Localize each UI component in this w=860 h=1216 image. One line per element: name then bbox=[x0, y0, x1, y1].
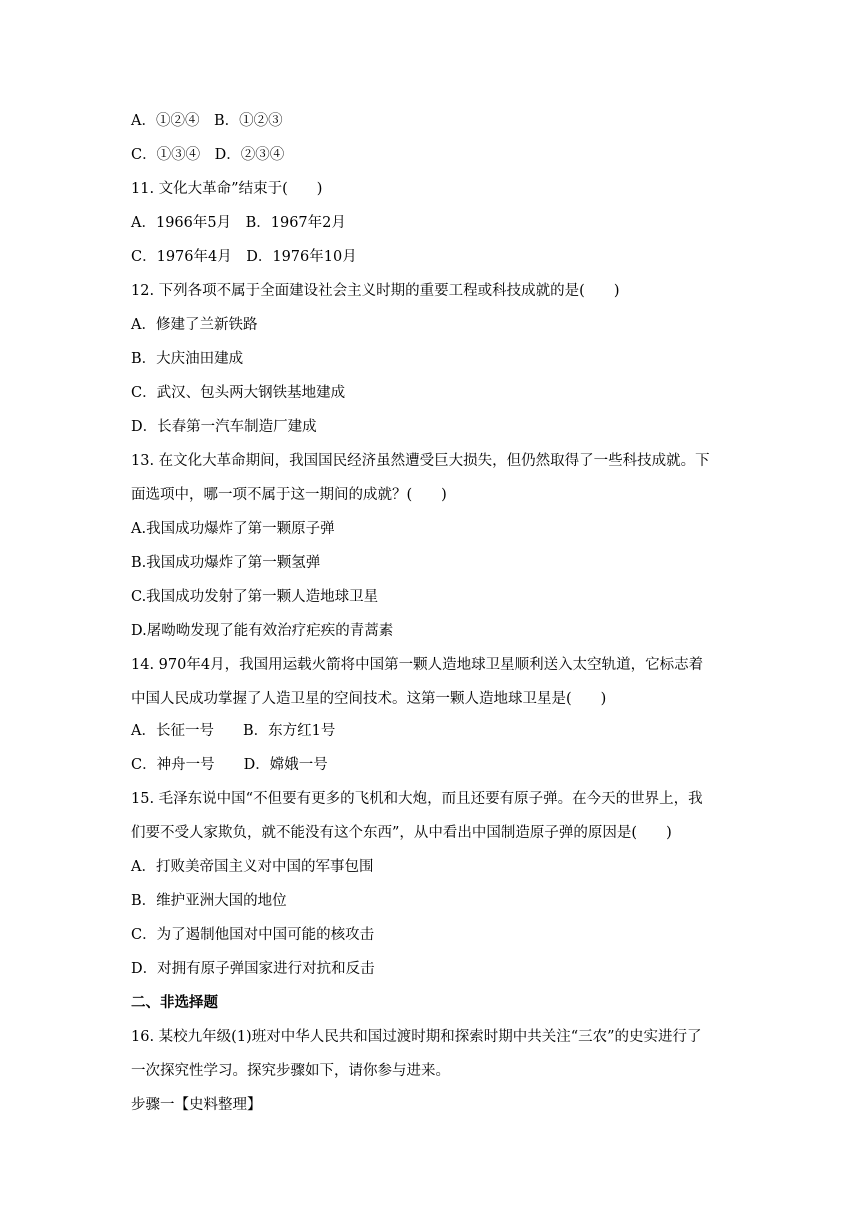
q13-question-line1: 13. 在文化大革命期间，我国国民经济虽然遭受巨大损失，但仍然取得了一些科技成就。下 bbox=[131, 453, 710, 469]
q12-option-a: A．修建了兰新铁路 bbox=[131, 317, 258, 333]
q11-question: 11. 文化大革命”结束于( ) bbox=[131, 181, 323, 197]
q10-options-ab: A．①②④ B．①②③ bbox=[131, 113, 283, 129]
q11-options-ab: A．1966年5月 B．1967年2月 bbox=[131, 215, 346, 231]
q10-options-cd: C．①③④ D．②③④ bbox=[131, 147, 285, 163]
q15-option-c: C．为了遏制他国对中国可能的核攻击 bbox=[131, 927, 375, 943]
q11-options-cd: C．1976年4月 D．1976年10月 bbox=[131, 249, 357, 265]
q12-option-b: B．大庆油田建成 bbox=[131, 351, 244, 367]
q15-option-a: A．打败美帝国主义对中国的军事包围 bbox=[131, 859, 374, 875]
q14-question-line1: 14. 970年4月，我国用运载火箭将中国第一颗人造地球卫星顺利送入太空轨道，它标志着 bbox=[131, 657, 704, 673]
q16-step-one: 步骤一【史料整理】 bbox=[131, 1097, 262, 1113]
q14-options-ab: A．长征一号 B．东方红1号 bbox=[131, 723, 336, 739]
q16-question-line1: 16. 某校九年级(1)班对中华人民共和国过渡时期和探索时期中共关注“三农”的史实进行了 bbox=[131, 1029, 702, 1045]
section-heading-non-choice: 二、非选择题 bbox=[131, 994, 218, 1011]
q15-question-line1: 15. 毛泽东说中国“不但要有更多的飞机和大炮，而且还要有原子弹。在今天的世界上，我 bbox=[131, 791, 703, 807]
q13-option-a: A.我国成功爆炸了第一颗原子弹 bbox=[131, 521, 335, 537]
q15-question-line2: 们要不受人家欺负，就不能没有这个东西”，从中看出中国制造原子弹的原因是( ) bbox=[131, 825, 672, 841]
q13-question-line2: 面选项中，哪一项不属于这一期间的成就？( ) bbox=[131, 487, 447, 503]
q12-question: 12. 下列各项不属于全面建设社会主义时期的重要工程或科技成就的是( ) bbox=[131, 283, 620, 299]
q15-option-d: D．对拥有原子弹国家进行对抗和反击 bbox=[131, 961, 375, 977]
q15-option-b: B．维护亚洲大国的地位 bbox=[131, 893, 287, 909]
q13-option-b: B.我国成功爆炸了第一颗氢弹 bbox=[131, 555, 321, 571]
q13-option-d: D.屠呦呦发现了能有效治疗疟疾的青蒿素 bbox=[131, 623, 394, 639]
q14-options-cd: C．神舟一号 D．嫦娥一号 bbox=[131, 757, 328, 773]
q13-option-c: C.我国成功发射了第一颗人造地球卫星 bbox=[131, 589, 379, 605]
q14-question-line2: 中国人民成功掌握了人造卫星的空间技术。这第一颗人造地球卫星是( ) bbox=[131, 691, 607, 707]
q12-option-c: C．武汉、包头两大钢铁基地建成 bbox=[131, 385, 346, 401]
q12-option-d: D．长春第一汽车制造厂建成 bbox=[131, 419, 317, 435]
q16-question-line2: 一次探究性学习。探究步骤如下，请你参与进来。 bbox=[131, 1063, 450, 1079]
